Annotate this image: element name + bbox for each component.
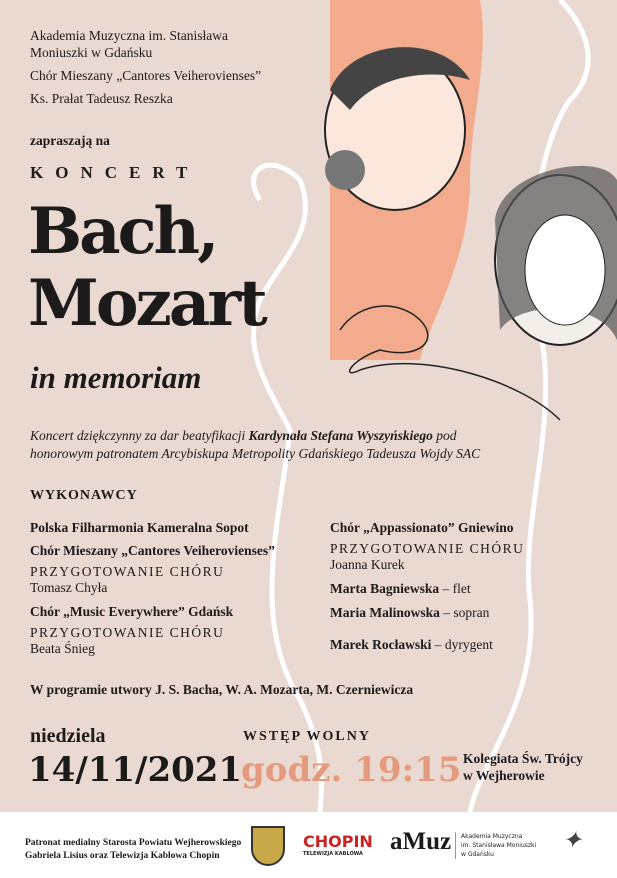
invite-text: zapraszają na (30, 133, 110, 148)
organizer-line: Moniuszki w Gdańsku (30, 45, 153, 60)
patronage (25, 837, 241, 863)
bach-portrait (495, 166, 617, 345)
coat-of-arms-logo (251, 826, 285, 866)
performer-role: PRZYGOTOWANIE CHÓRU (330, 541, 525, 556)
performer-name: Marta Bagniewska (330, 581, 440, 596)
chopin-logo (303, 832, 373, 857)
footer (0, 812, 617, 878)
performers-left (30, 520, 275, 657)
amuz-line: w Gdańsku (461, 851, 494, 858)
program: W programie utwory J. S. Bacha, W. A. Mozarta, M. Czerniewicza (30, 682, 414, 697)
performer-role: – dyrygent (431, 637, 493, 652)
performer-name: Polska Filharmonia Kameralna Sopot (30, 520, 249, 535)
organizer-2: Chór Mieszany „Cantores Veiherovienses” (30, 68, 262, 83)
performer-person: Joanna Kurek (330, 557, 405, 572)
performer-role: – sopran (439, 605, 490, 620)
performer-name: Marek Rocławski (330, 637, 432, 652)
description-text: pod honorowym patronatem Arcybiskupa Metropolity Gdańskiego Tadeusza Wojdy SAC (30, 428, 481, 461)
title-mozart: Mozart (28, 266, 265, 341)
organizer-1 (30, 27, 228, 61)
description-text: Koncert dziękczynny za dar beatyfikacji (30, 428, 249, 443)
amuz-line: im. Stanisława Moniuszki (461, 842, 537, 849)
amuz-line: Akademia Muzyczna (461, 833, 523, 840)
performer-name: Maria Malinowska (330, 605, 440, 620)
entry: WSTĘP WOLNY (243, 729, 371, 744)
time: godz. 19:15 (241, 750, 462, 790)
title-bach: Bach, (28, 194, 217, 269)
performer-role: PRZYGOTOWANIE CHÓRU (30, 564, 225, 579)
organizer-3: Ks. Prałat Tadeusz Reszka (30, 91, 173, 106)
venue-line: w Wejherowie (463, 768, 545, 783)
day: niedziela (30, 725, 106, 747)
chopin-sub: TELEWIZJA KABLOWA (303, 851, 363, 857)
subtitle: in memoriam (30, 360, 202, 395)
description-bold: Kardynała Stefana Wyszyńskiego (248, 428, 433, 443)
performer-role: PRZYGOTOWANIE CHÓRU (30, 625, 225, 640)
performer-name: Chór Mieszany „Cantores Veiherovienses” (30, 543, 275, 558)
performer-person: Tomasz Chyła (30, 580, 108, 595)
venue-line: Kolegiata Św. Trójcy (463, 751, 583, 766)
performer-name: Chór „Music Everywhere” Gdańsk (30, 604, 234, 619)
organizer-line: Akademia Muzyczna im. Stanisława (30, 28, 228, 43)
venue (463, 750, 583, 784)
performer-name: Chór „Appassionato” Gniewino (330, 520, 514, 535)
performers-heading: WYKONAWCY (30, 488, 138, 503)
performers-right (330, 520, 524, 653)
amuz-logo: aMuz (390, 828, 452, 855)
description (30, 427, 500, 463)
cv-logo: ✦ (562, 828, 583, 854)
patronage-line: Patronat medialny Starosta Powiatu Wejherowskiego (25, 838, 242, 848)
concert-label: KONCERT (30, 163, 200, 182)
performer-person: Beata Śnieg (30, 641, 95, 656)
date: 14/11/2021 (28, 750, 243, 790)
amuz-text (455, 832, 536, 859)
patronage-line: Gabriela Lisius oraz Telewizja Kablowa Chopin (25, 851, 220, 861)
performer-role: – flet (439, 581, 471, 596)
chopin-text: CHOPIN (303, 832, 373, 851)
